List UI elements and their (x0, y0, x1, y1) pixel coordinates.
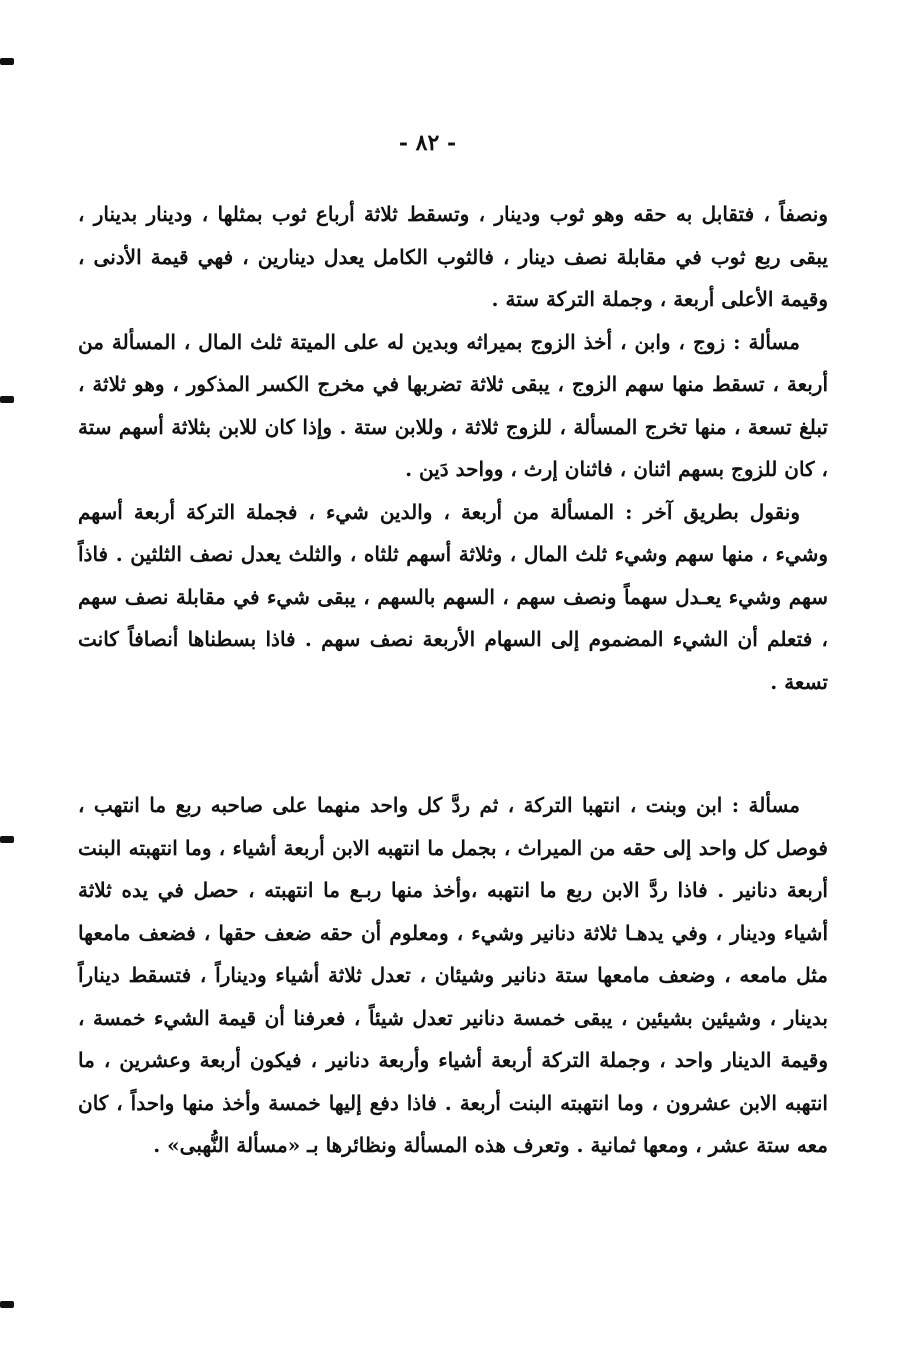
paragraph: مسألة : ابن وبنت ، انتهبا التركة ، ثم ردَّ كل واحد منهما على صاحبه ربع ما انتهب ، فوصل كل واحد إلى حقه من الميراث ، بجمل ما انتهبه الابن أربعة أشياء ، وما انتهبته البنت أربعة دنانير . فاذا ردَّ الابن ربع ما انتهبه ،وأخذ منها ربـع ما انتهبته ، حصل في يده ثلاثة أشياء ودينار ، وفي يدهـا ثلاثة دنانير وشيء ، ومعلوم أن حقه ضعف حقها ، فضعف مامعها مثل مامعه ، وضعف مامعها ستة دنانير وشيئان ، تعدل ثلاثة أشياء وديناراً ، فتسقط ديناراً بدينار ، وشيئين بشيئين ، يبقى خمسة دنانير تعدل شيئاً ، فعرفنا أن قيمة الشيء خمسة ، وقيمة الدينار واحد ، وجملة التركة أربعة أشياء وأربعة دنانير ، فيكون أربعة وعشرين ، ما انتهبه الابن عشرون ، وما انتهبته البنت أربعة . فاذا دفع إليها خمسة وأخذ منها واحداً ، كان معه ستة عشر ، ومعها ثمانية . وتعرف هذه المسألة ونظائرها بـ «مسألة النُّهبى» . (78, 793, 828, 1157)
paragraph: مسألة : زوج ، وابن ، أخذ الزوج بميراثه وبدين له على الميتة ثلث المال ، المسألة من أربعة ، تسقط منها سهم الزوج ، يبقى ثلاثة تضربها في مخرج الكسر المذكور ، وهو ثلاثة ، تبلغ تسعة ، منها تخرج المسألة ، للزوج ثلاثة ، وللابن ستة . وإذا كان للابن بثلاثة أسهم ستة ، كان للزوج بسهم اثنان ، فاثنان إرث ، وواحد دَين . (78, 329, 829, 481)
text-block-bottom (78, 784, 828, 1167)
margin-mark (0, 396, 14, 403)
margin-mark (0, 1301, 14, 1308)
paragraph: ونصفاً ، فتقابل به حقه وهو ثوب ودينار ، وتسقط ثلاثة أرباع ثوب بمثلها ، ودينار بدينار ، يبقى ربع ثوب في مقابلة نصف دينار ، فالثوب الكامل يعدل دينارين ، فهي قيمة الأدنى ، وقيمة الأعلى أربعة ، وجملة التركة ستة . (78, 202, 828, 311)
margin-mark (0, 58, 14, 65)
margin-mark (0, 836, 14, 843)
text-block-top (78, 193, 828, 703)
paragraph: ونقول بطريق آخر : المسألة من أربعة ، والدين شيء ، فجملة التركة أربعة أسهم وشيء ، منها سهم وشيء ثلث المال ، وثلاثة أسهم ثلثاه ، والثلث يعدل نصف الثلثين . فاذاً سهم وشيء يعـدل سهماً ونصف سهم ، السهم بالسهم ، يبقى شيء في مقابلة نصف سهم ، فتعلم أن الشيء المضموم إلى السهام الأربعة نصف سهم . فاذا بسطناها أنصافاً كانت تسعة . (78, 499, 828, 694)
page-number: - ٨٢ - (398, 130, 457, 156)
